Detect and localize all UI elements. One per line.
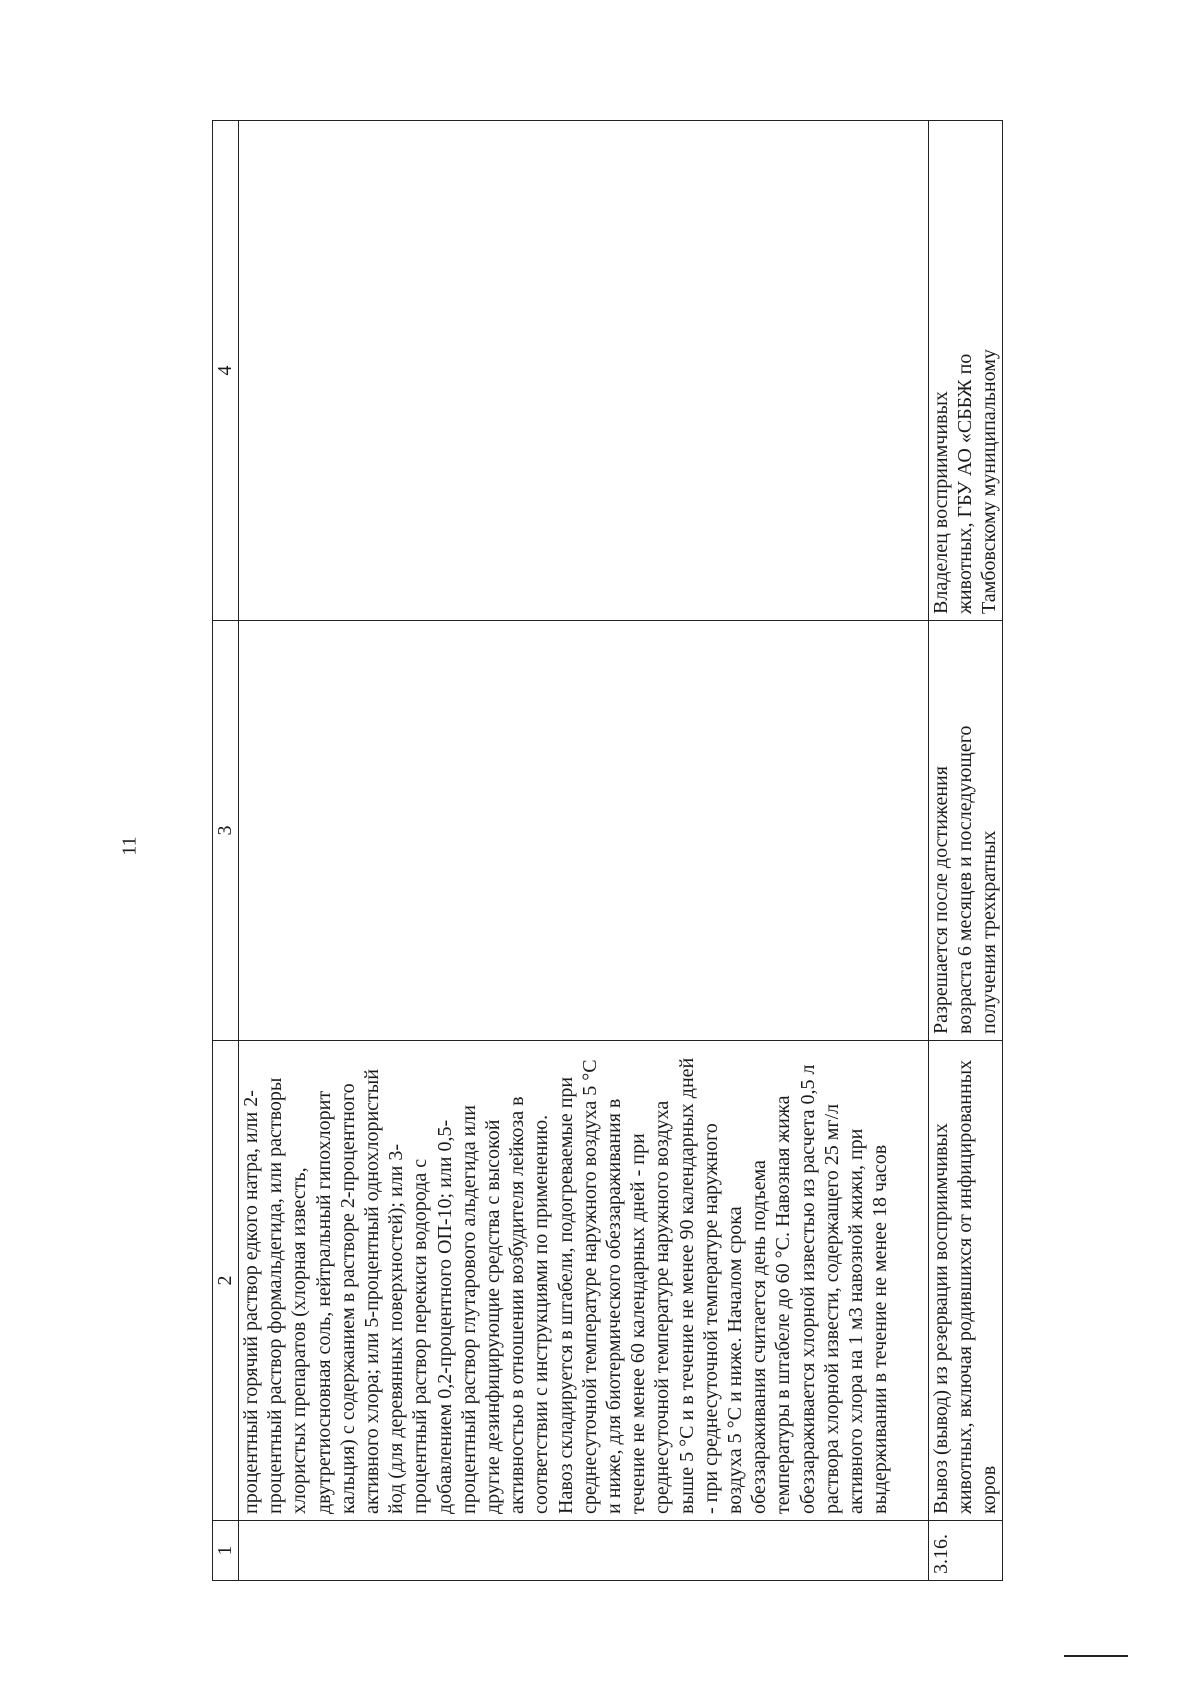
measures-table [212,120,1003,1581]
measure-cell: процентный горячий раствор едкого натра, или 2- процентный раствор формальдегида, или растворы хлористых препаратов (хлорная известь, двутретиосновная соль, нейтральный гипохлорит кальция) с содержанием в растворе 2-процентного активного хлора; или 5-процентный однохлористый йод (для деревянных поверхностей); или 3- процентный раствор перекиси водорода с добавлением 0,2-процентного ОП-10; или 0,5- процентный раствор глутарового альдегида или другие дезинфицирующие средства с высокой активностью в отношении возбудителя лейкоза в соответствии с инструкциями по применению. Навоз складируется в штабели, подогреваемые при среднесуточной температуре наружного воздуха 5 °С и ниже, для биотермического обеззараживания в течение не менее 60 календарных дней - при среднесуточной температуре наружного воздуха выше 5 °С и в течение не менее 90 календарных дней - при среднесуточной температуре наружного воздуха 5 °С и ниже. Началом срока обеззараживания считается день подъема температуры в штабеле до 60 °С. Навозная жижа обеззараживается хлорной известью из расчета 0,5 л раствора хлорной извести, содержащего 25 мг/л активного хлора на 1 м3 навозной жижи, при выдерживании в течение не менее 18 часов [239,1041,929,1521]
condition-cell [239,621,929,1041]
responsible-cell [239,121,929,621]
table-row [239,121,929,1581]
rotated-table-wrapper [212,121,1032,1581]
header-col-2: 2 [213,1041,239,1521]
table-header-row [213,121,239,1581]
header-col-4: 4 [213,121,239,621]
header-col-3: 3 [213,621,239,1041]
row-number-cell [239,1521,929,1581]
scan-edge-line [1064,1655,1128,1657]
row-number-cell: 3.16. [929,1521,1003,1581]
condition-cell: Разрешается после достижения возраста 6 месяцев и последующего получения трехкратных [929,621,1003,1041]
table-row [929,121,1003,1581]
header-col-1: 1 [213,1521,239,1581]
measure-cell: Вывоз (вывод) из резервации восприимчивых животных, включая родившихся от инфицированных коров [929,1041,1003,1521]
responsible-cell: Владелец восприимчивых животных, ГБУ АО «СББЖ по Тамбовскому муниципальному [929,121,1003,621]
page-number: 11 [118,836,141,856]
